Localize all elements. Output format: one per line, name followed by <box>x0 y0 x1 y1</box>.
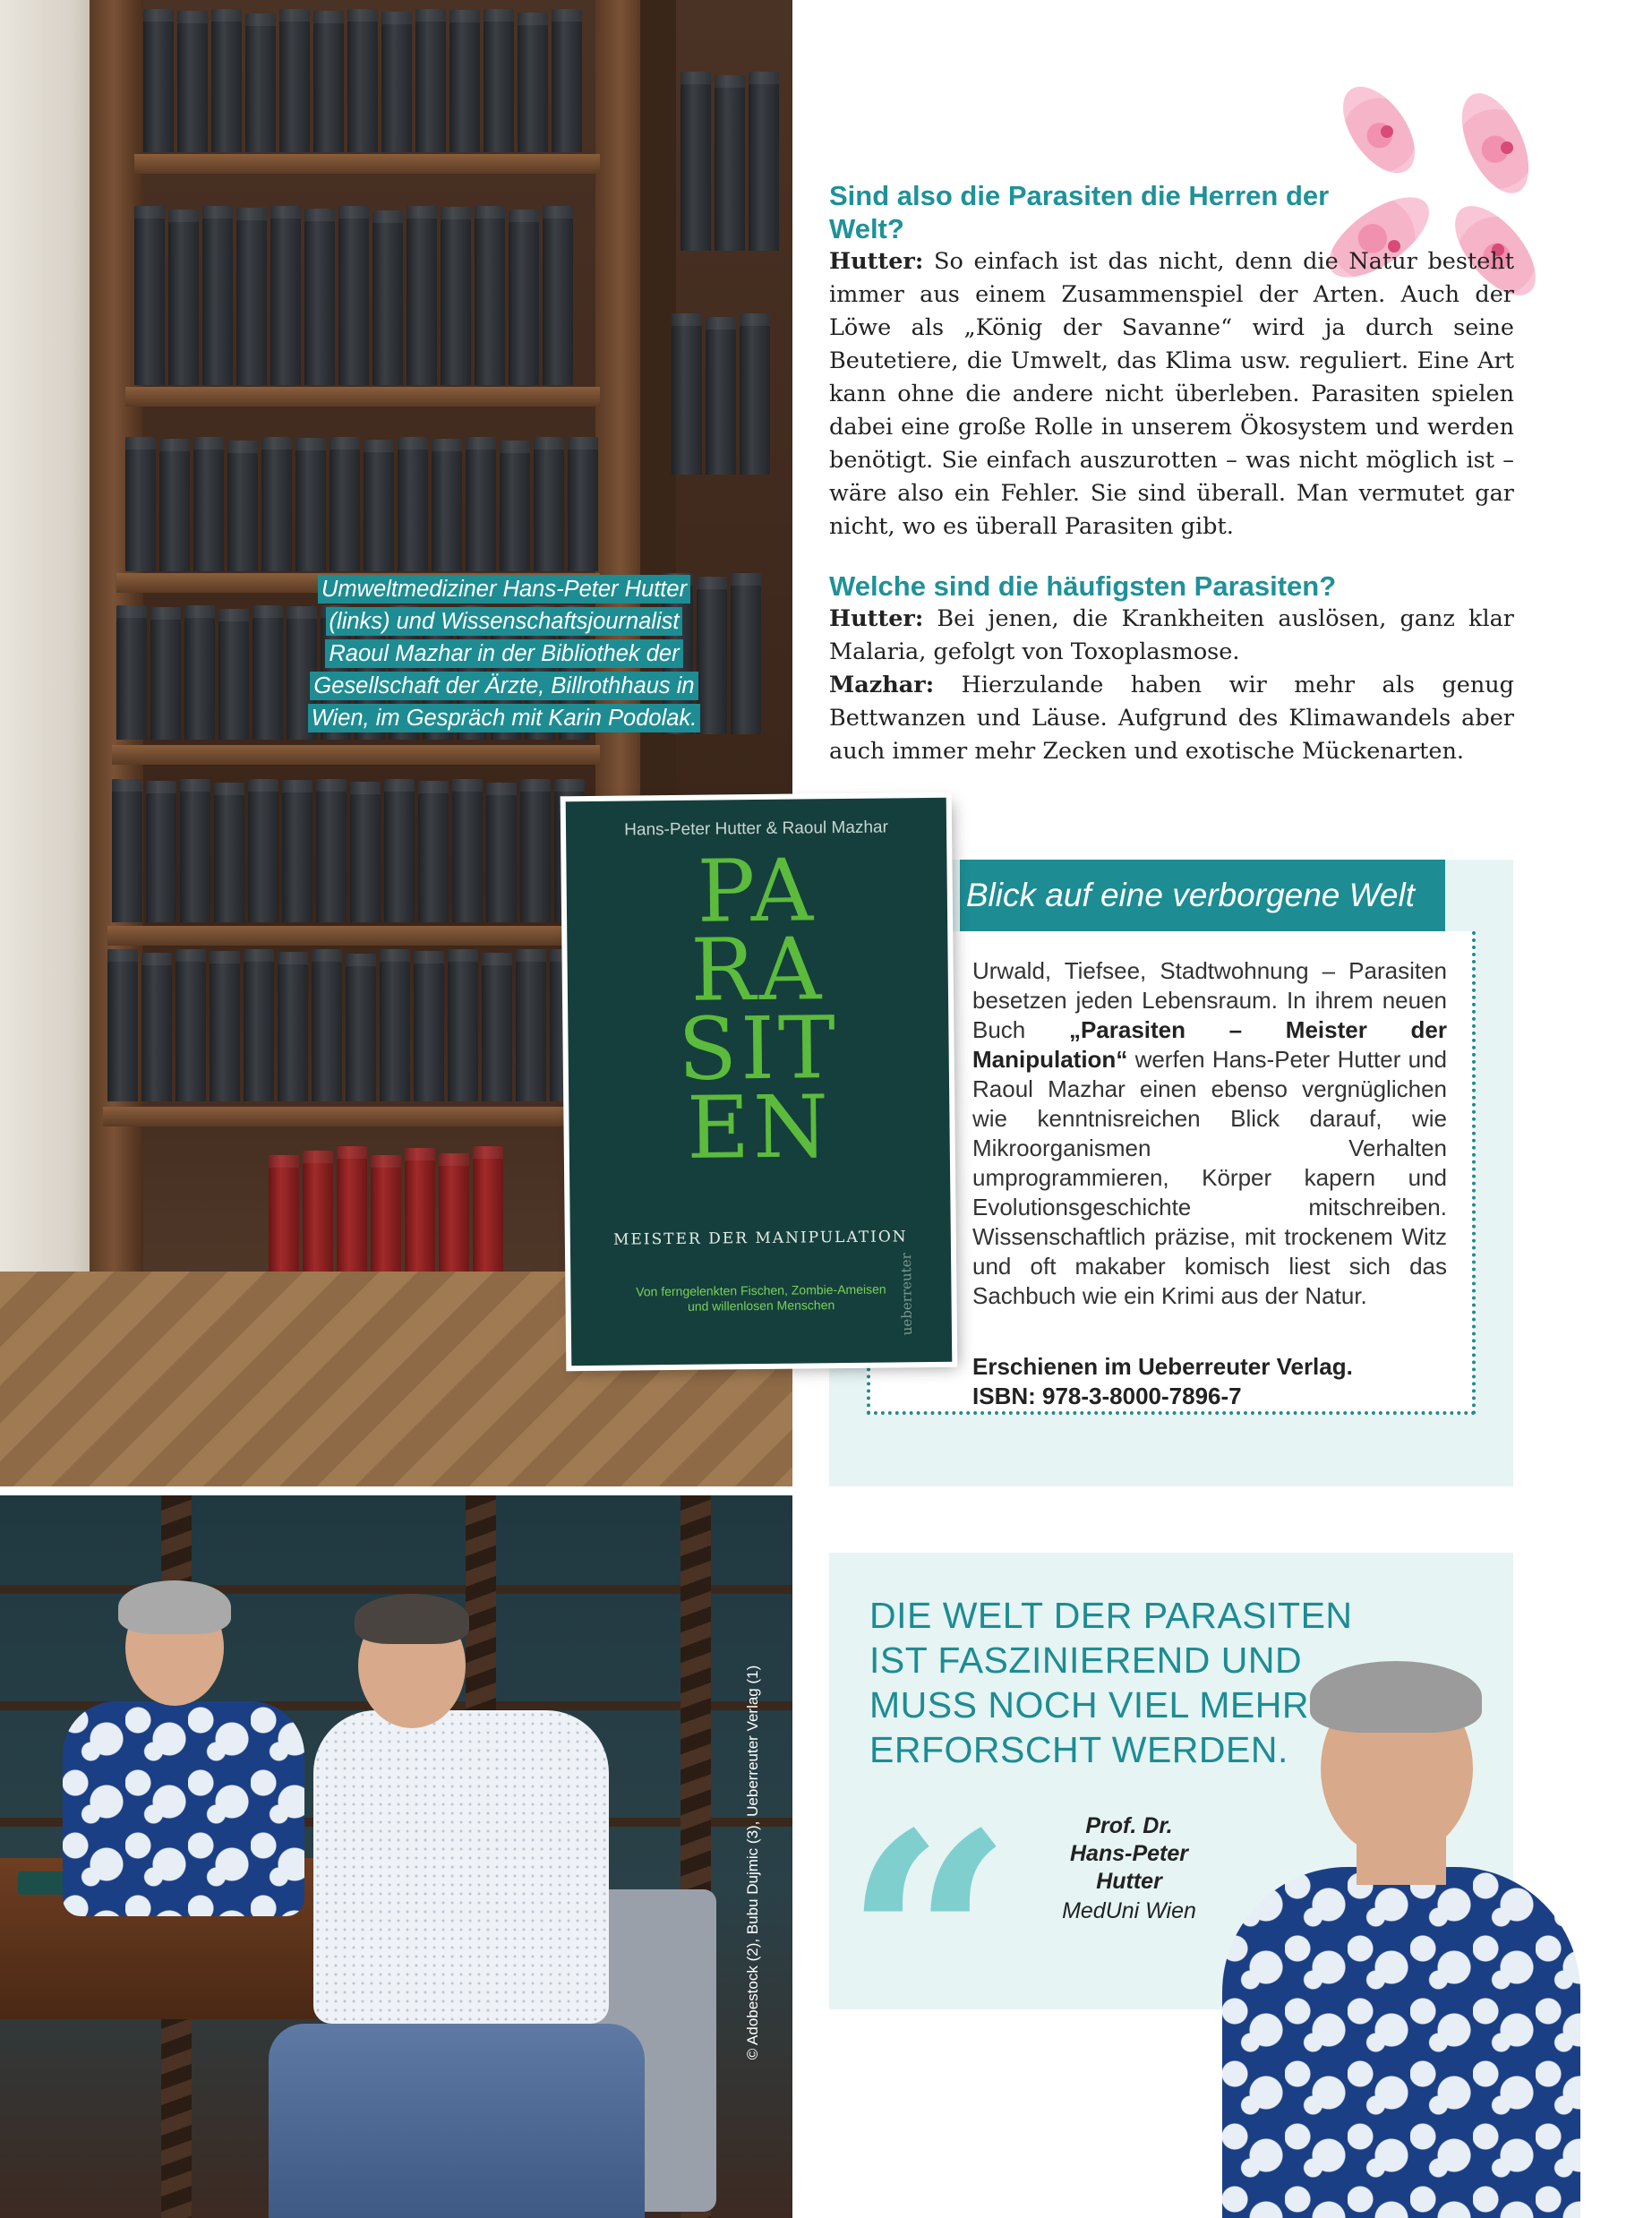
book-title: „Parasiten – Meister der Manipulation“ <box>972 1016 1447 1073</box>
answer-text: So einfach ist das nicht, denn die Natur besteht immer aus einem Zusammenspiel der Arten. Auch der Löwe als „König der Savanne“ wird ja durch seine Beutetiere, die Umwelt, das Klima usw. reguliert. Eine Art kann ohne die andere nicht überleben. Parasiten spielen dabei eine große Rolle in unserem Ökosystem und werden benötigt. Sie einfach auszurotten – was nicht möglich ist – wäre also ein Fehler. Sie sind überall. Man vermutet gar nicht, wo es überall Parasiten gibt. <box>829 248 1514 540</box>
isbn: ISBN: 978-3-8000-7896-7 <box>972 1383 1242 1409</box>
speaker-label: Hutter: <box>829 605 924 632</box>
interview-section-1 <box>829 179 1514 544</box>
answer-paragraph <box>829 245 1514 544</box>
answer-text: Hierzulande haben wir mehr als genug Bettwanzen und Läuse. Aufgrund des Klimawandels aber auch immer mehr Zecken und exotische Mückenarten. <box>829 672 1514 765</box>
interview-section-2 <box>829 569 1514 768</box>
publication-info <box>972 1352 1456 1411</box>
box-text: Urwald, Tiefsee, Stadtwohnung – Parasiten besetzen jeden Lebensraum. In ihrem neuen Buch „Parasiten – Meister der Manipulation“ werfen Hans-Peter Hutter und Raoul Mazhar einen ebenso vergnüglichen wie kenntnisreichen Blick darauf, wie Mikroorganismen Verhalten umprogrammieren, Körper kapern und Evolutionsgeschichte mitschreiben. Wissenschaftlich präzise, mit trockenem Witz und oft makaber komisch liest sich das Sachbuch wie ein Krimi aus der Natur. <box>972 957 1447 1309</box>
speaker-label: Mazhar: <box>829 672 935 698</box>
photo-credit: © Adobestock (2), Bubu Dujmic (3), Ueberreuter Verlag (1) <box>744 1665 761 2060</box>
quote-author: Prof. Dr. Hans-Peter Hutter <box>1070 1813 1188 1894</box>
photo-caption <box>294 573 715 734</box>
question-heading: Sind also die Parasiten die Herren der Welt? <box>829 180 1330 244</box>
question-heading: Welche sind die häufigsten Parasiten? <box>829 570 1337 602</box>
cover-publisher: ueberreuter <box>898 1253 915 1336</box>
book-cover <box>566 798 953 1366</box>
answer-paragraph <box>829 669 1514 768</box>
answer-text: Bei jenen, die Krankheiten auslösen, ganz klar Malaria, gefolgt von Toxoplasmose. <box>829 605 1514 665</box>
conversation-photo <box>0 1495 792 2218</box>
publisher-line: Erschienen im Ueberreuter Verlag. <box>972 1353 1353 1380</box>
caption-line: Gesellschaft der Ärzte, Billrothhaus in <box>310 672 698 700</box>
cover-title: PA RA SIT EN <box>677 840 840 1178</box>
caption-line: Wien, im Gespräch mit Karin Podolak. <box>308 704 701 732</box>
speaker-label: Hutter: <box>829 248 924 275</box>
answer-paragraph <box>829 603 1514 669</box>
caption-line: Raoul Mazhar in der Bibliothek der <box>325 639 682 668</box>
portrait-photo <box>1222 1652 1580 2218</box>
caption-line: (links) und Wissenschaftsjournalist <box>326 607 683 636</box>
box-heading: Blick auf eine verborgene Welt <box>960 860 1445 931</box>
pull-quote: DIE WELT DER PARASITEN IST FASZINIEREND UND MUSS NOCH VIEL MEHR ERFORSCHT WERDEN. <box>869 1595 1353 1770</box>
cover-subtitle: MEISTER DER MANIPULATION <box>612 1228 908 1249</box>
cover-blurb: Von ferngelenkten Fischen, Zombie-Ameisen und willenlosen Menschen <box>636 1281 886 1314</box>
cover-authors: Hans-Peter Hutter & Raoul Mazhar <box>624 818 888 840</box>
quote-mark-icon: “ <box>843 1768 1014 2116</box>
caption-line: Umweltmediziner Hans-Peter Hutter <box>318 575 690 604</box>
quote-affiliation: MedUni Wien <box>1062 1898 1196 1923</box>
